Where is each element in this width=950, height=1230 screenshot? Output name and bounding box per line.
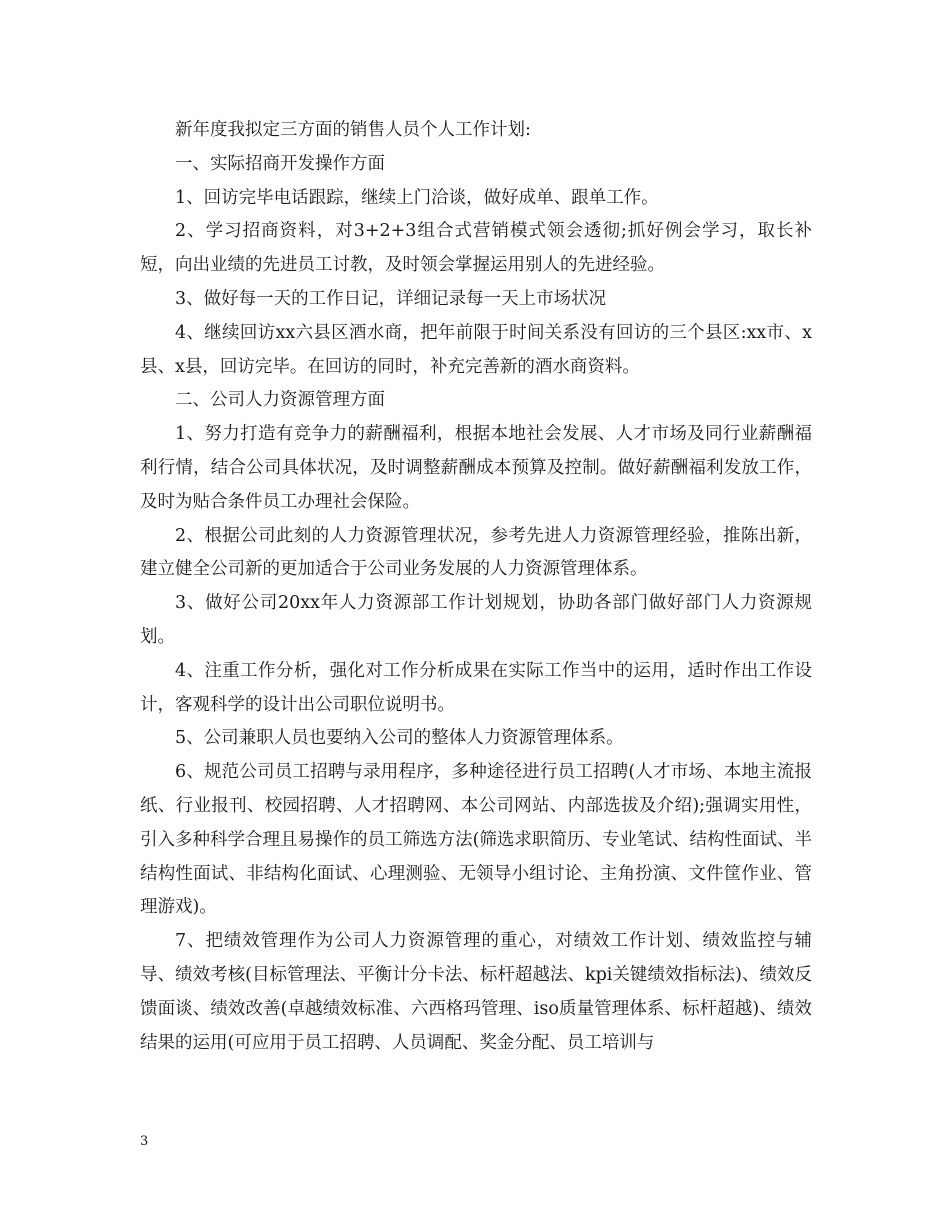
- paragraph-2-7: 7、把绩效管理作为公司人力资源管理的重心，对绩效工作计划、绩效监控与辅导、绩效考核(目标管理法、平衡计分卡法、标杆超越法、kpi关键绩效指标法)、绩效反馈面谈、绩效改善(卓越绩效标准、六西格玛管理、iso质量管理体系、标杆超越)、绩效结果的运用(可应用于员工招聘、人员调配、奖金分配、员工培训与: [140, 931, 812, 1053]
- paragraph-2-1: 1、努力打造有竞争力的薪酬福利，根据本地社会发展、人才市场及同行业薪酬福利行情，结合公司具体状况，及时调整薪酬成本预算及控制。做好薪酬福利发放工作，及时为贴合条件员工办理社会保险。: [140, 424, 812, 512]
- document-body: [140, 114, 812, 1060]
- paragraph-2-4: 4、注重工作分析，强化对工作分析成果在实际工作当中的运用，适时作出工作设计，客观科学的设计出公司职位说明书。: [140, 660, 812, 715]
- section-heading-1: 一、实际招商开发操作方面: [175, 153, 385, 174]
- page-number: 3: [140, 1134, 149, 1149]
- paragraph-2-6: 6、规范公司员工招聘与录用程序，多种途径进行员工招聘(人才市场、本地主流报纸、行业报刊、校园招聘、人才招聘网、本公司网站、内部选拔及介绍);强调实用性，引入多种科学合理且易操作的员工筛选方法(筛选求职简历、专业笔试、结构性面试、半结构性面试、非结构化面试、心理测验、无领导小组讨论、主角扮演、文件筐作业、管理游戏)。: [140, 762, 812, 918]
- paragraph-1-4: 4、继续回访xx六县区酒水商，把年前限于时间关系没有回访的三个县区:xx市、x县、x县，回访完毕。在回访的同时，补充完善新的酒水商资料。: [140, 322, 812, 377]
- paragraph-2-3: 3、做好公司20xx年人力资源部工作计划规划，协助各部门做好部门人力资源规划。: [140, 593, 812, 647]
- section-heading-2: 二、公司人力资源管理方面: [175, 390, 385, 411]
- paragraph-1-1: 1、回访完毕电话跟踪，继续上门洽谈，做好成单、跟单工作。: [175, 187, 659, 208]
- paragraph-1-3: 3、做好每一天的工作日记，详细记录每一天上市场状况: [175, 288, 607, 309]
- paragraph-2-2: 2、根据公司此刻的人力资源管理状况，参考先进人力资源管理经验，推陈出新，建立健全公司新的更加适合于公司业务发展的人力资源管理体系。: [140, 525, 812, 580]
- paragraph-intro: 新年度我拟定三方面的销售人员个人工作计划:: [175, 120, 531, 140]
- paragraph-1-2: 2、学习招商资料，对3+2+3组合式营销模式领会透彻;抓好例会学习，取长补短，向出业绩的先进员工讨教，及时领会掌握运用别人的先进经验。: [140, 221, 812, 276]
- paragraph-2-5: 5、公司兼职人员也要纳入公司的整体人力资源管理体系。: [175, 728, 624, 749]
